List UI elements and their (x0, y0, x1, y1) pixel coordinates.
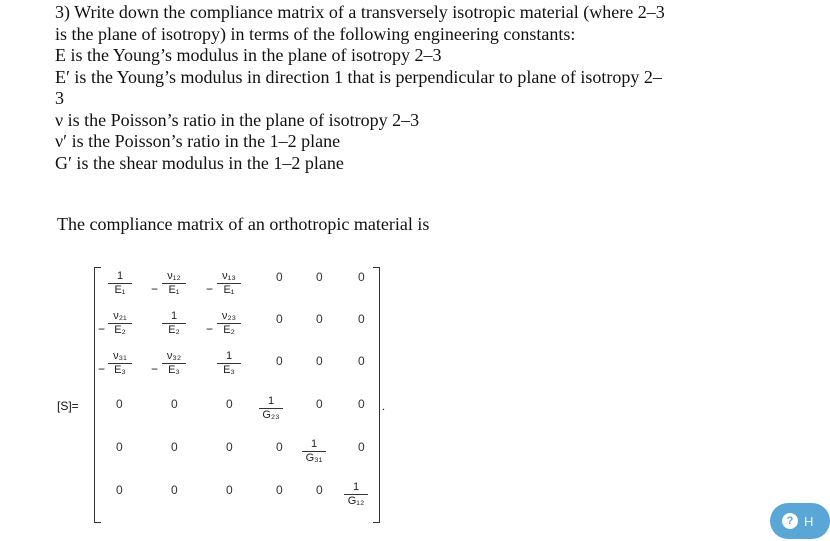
minus-sign: − (98, 362, 106, 376)
matrix-period: . (382, 399, 385, 413)
question-line-1: 3) Write down the compliance matrix of a transversely isotropic material (where 2–3 (55, 2, 665, 22)
help-button[interactable] (770, 503, 830, 539)
cell-2-3: $\frac{\text{ν₂₃}}{\text{E₂}}$ (217, 310, 241, 337)
zero: 0 (276, 483, 283, 497)
cell-4-4: $\frac{1}{\text{G₂₃}}$ (259, 395, 283, 422)
question-line-2: is the plane of isotropy) in terms of the following engineering constants: (55, 23, 576, 44)
cell-1-1: $\frac{1}{\text{E₁}}$ (108, 270, 132, 297)
minus-sign: − (206, 282, 214, 296)
question-line-5: 3 (55, 88, 64, 108)
question-line-7: ν′ is the Poisson’s ratio in the 1–2 plane (55, 131, 341, 151)
cell-3-1: $\frac{\text{ν₃₁}}{\text{E₃}}$ (108, 350, 132, 377)
zero: 0 (116, 440, 123, 454)
cell-3-3: $\frac{1}{\text{E₃}}$ (217, 350, 241, 377)
zero: 0 (171, 397, 178, 411)
question-line-6: ν is the Poisson’s ratio in the plane of isotropy 2–3 (55, 109, 420, 130)
question-line-3: E is the Young’s modulus in the plane of isotropy 2–3 (55, 45, 442, 65)
zero: 0 (358, 312, 365, 326)
zero: 0 (276, 312, 283, 326)
cell-6-6: $\frac{1}{\text{G₁₂}}$ (344, 481, 368, 508)
cell-1-2: $\frac{\text{ν₁₂}}{\text{E₁}}$ (162, 270, 186, 297)
zero: 0 (316, 483, 323, 497)
help-label: H (804, 513, 814, 529)
zero: 0 (226, 483, 233, 497)
zero: 0 (358, 354, 365, 368)
right-bracket (373, 267, 380, 523)
minus-sign: − (151, 362, 159, 376)
zero: 0 (276, 440, 283, 454)
question-line-8: G′ is the shear modulus in the 1–2 plane (55, 152, 344, 173)
zero: 0 (116, 483, 123, 497)
zero: 0 (316, 397, 323, 411)
zero: 0 (226, 440, 233, 454)
question-line-4: E′ is the Young’s modulus in direction 1 that is perpendicular to plane of isotropy 2– (55, 66, 662, 87)
cell-2-2: $\frac{1}{\text{E₂}}$ (162, 310, 186, 337)
cell-5-5: $\frac{1}{\text{G₃₁}}$ (302, 438, 326, 465)
zero: 0 (116, 397, 123, 411)
cell-3-2: $\frac{\text{ν₃₂}}{\text{E₃}}$ (162, 350, 186, 377)
cell-2-1: $\frac{\text{ν₂₁}}{\text{E₂}}$ (108, 310, 132, 337)
minus-sign: − (98, 322, 106, 336)
zero: 0 (358, 270, 365, 284)
zero: 0 (358, 440, 365, 454)
zero: 0 (316, 354, 323, 368)
zero: 0 (316, 312, 323, 326)
question-mark-icon: ? (782, 513, 798, 529)
zero: 0 (171, 440, 178, 454)
zero: 0 (171, 483, 178, 497)
left-bracket (94, 267, 101, 523)
zero: 0 (358, 397, 365, 411)
zero: 0 (226, 397, 233, 411)
matrix-intro: The compliance matrix of an orthotropic material is (57, 214, 430, 234)
matrix-label: [S]= (57, 399, 79, 413)
zero: 0 (276, 270, 283, 284)
cell-1-3: $\frac{\text{ν₁₃}}{\text{E₁}}$ (217, 270, 241, 297)
minus-sign: − (151, 282, 159, 296)
zero: 0 (276, 354, 283, 368)
zero: 0 (316, 270, 323, 284)
minus-sign: − (206, 322, 214, 336)
